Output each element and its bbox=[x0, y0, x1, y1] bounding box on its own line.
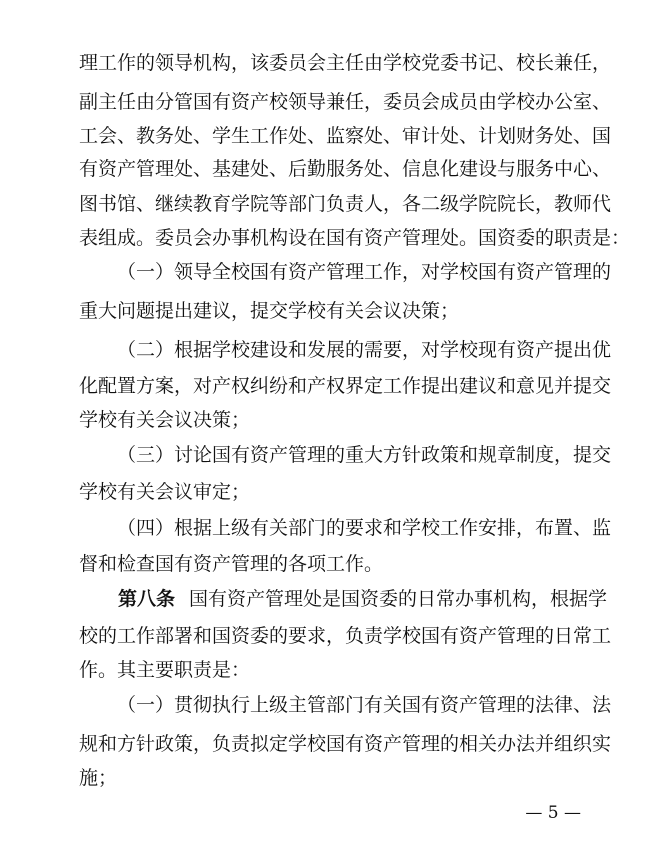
list-item-line: （一）领导全校国有资产管理工作，对学校国有资产管理的 bbox=[117, 261, 612, 283]
page-number: — 5 — bbox=[525, 803, 581, 823]
paragraph-line: 校的工作部署和国资委的要求，负责学校国有资产管理的日常工 bbox=[79, 625, 612, 647]
paragraph-line: 施； bbox=[79, 767, 118, 789]
list-item-line: （四）根据上级有关部门的要求和学校工作安排，布置、监 bbox=[117, 517, 612, 539]
paragraph-line: 学校有关会议审定； bbox=[79, 481, 251, 503]
paragraph-line: 化配置方案，对产权纠纷和产权界定工作提出建议和意见并提交 bbox=[79, 375, 612, 397]
paragraph-line: 作。其主要职责是： bbox=[79, 659, 251, 681]
paragraph-line: 国有资产管理处是国资委的日常办事机构，根据学 bbox=[189, 588, 608, 610]
paragraph-line: 理工作的领导机构，该委员会主任由学校党委书记、校长兼任， bbox=[79, 52, 612, 74]
list-item-line: （二）根据学校建设和发展的需要，对学校现有资产提出优 bbox=[117, 339, 612, 361]
paragraph-line: 学校有关会议决策； bbox=[79, 409, 251, 431]
paragraph-line: 有资产管理处、基建处、后勤服务处、信息化建设与服务中心、 bbox=[79, 158, 612, 180]
paragraph-line: 副主任由分管国有资产校领导兼任，委员会成员由学校办公室、 bbox=[79, 91, 612, 113]
paragraph-line: 规和方针政策，负责拟定学校国有资产管理的相关办法并组织实 bbox=[79, 733, 612, 755]
list-item-line: （三）讨论国有资产管理的重大方针政策和规章制度，提交 bbox=[117, 444, 612, 466]
paragraph-line: 表组成。委员会办事机构设在国有资产管理处。国资委的职责是： bbox=[79, 227, 631, 249]
article-heading: 第八条 bbox=[118, 588, 176, 610]
paragraph-line: 重大问题提出建议，提交学校有关会议决策； bbox=[79, 300, 460, 322]
paragraph-line: 图书馆、继续教育学院等部门负责人，各二级学院院长，教师代 bbox=[79, 193, 612, 215]
paragraph-line: 工会、教务处、学生工作处、监察处、审计处、计划财务处、国 bbox=[79, 125, 612, 147]
paragraph-line: 督和检查国有资产管理的各项工作。 bbox=[79, 553, 384, 575]
list-item-line: （一）贯彻执行上级主管部门有关国有资产管理的法律、法 bbox=[117, 694, 612, 716]
